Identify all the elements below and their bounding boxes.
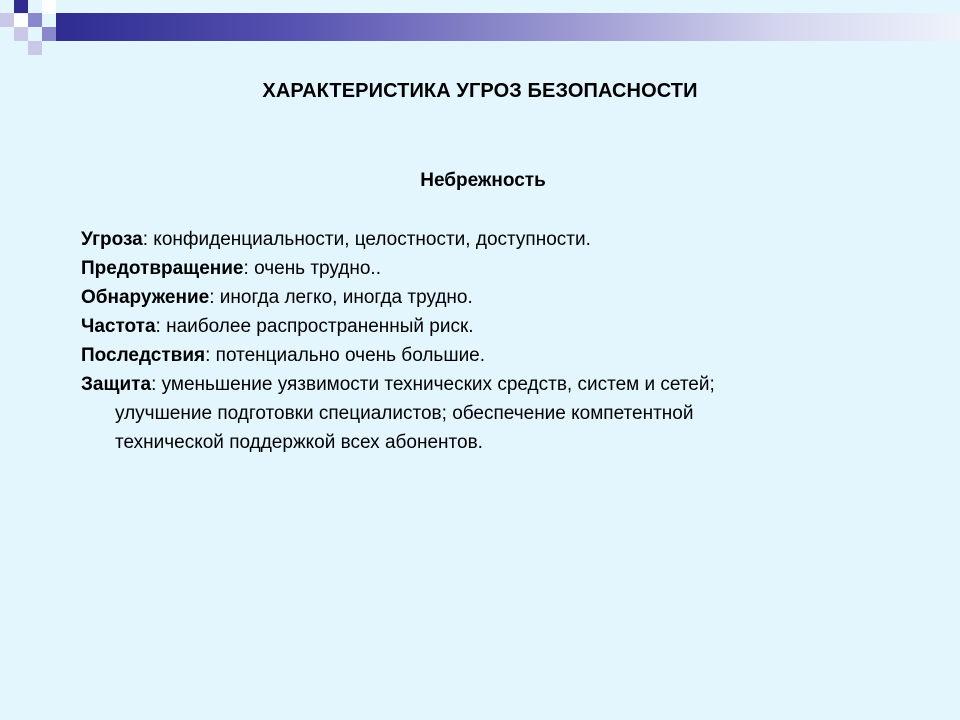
slide-subtitle: Небрежность <box>420 170 546 191</box>
decor-square-icon <box>14 27 28 41</box>
slide-title: ХАРАКТЕРИСТИКА УГРОЗ БЕЗОПАСНОСТИ <box>262 80 698 102</box>
list-item <box>81 370 901 399</box>
header-gradient-band <box>56 13 960 41</box>
list-item <box>81 341 901 370</box>
item-term: Защита <box>81 374 152 395</box>
item-term: Частота <box>81 316 156 337</box>
decor-square-icon <box>14 13 28 27</box>
list-item <box>81 283 901 312</box>
item-text: : уменьшение уязвимости технических средств, систем и сетей; <box>151 374 715 395</box>
characteristics-list <box>81 225 901 457</box>
list-item <box>81 254 901 283</box>
decor-square-icon <box>28 13 42 27</box>
list-item <box>81 312 901 341</box>
item-term: Обнаружение <box>81 287 210 308</box>
item-term: Угроза <box>81 229 143 250</box>
decor-square-icon <box>0 13 14 27</box>
decor-square-icon <box>28 41 42 55</box>
item-text: : потенциально очень большие. <box>205 345 486 366</box>
item-text: : очень трудно.. <box>243 258 381 279</box>
list-item-continuation: улучшение подготовки специалистов; обеспечение компетентной <box>115 403 694 424</box>
item-text: : иногда легко, иногда трудно. <box>209 287 473 308</box>
item-text: : наиболее распространенный риск. <box>155 316 474 337</box>
list-item <box>81 225 901 254</box>
list-item-continuation: технической поддержкой всех абонентов. <box>115 432 483 453</box>
item-term: Предотвращение <box>81 258 244 279</box>
decor-square-icon <box>14 0 28 14</box>
decor-square-icon <box>42 0 56 14</box>
decor-square-icon <box>42 27 56 41</box>
item-term: Последствия <box>81 345 206 366</box>
item-text: : конфиденциальности, целостности, доступности. <box>142 229 591 250</box>
